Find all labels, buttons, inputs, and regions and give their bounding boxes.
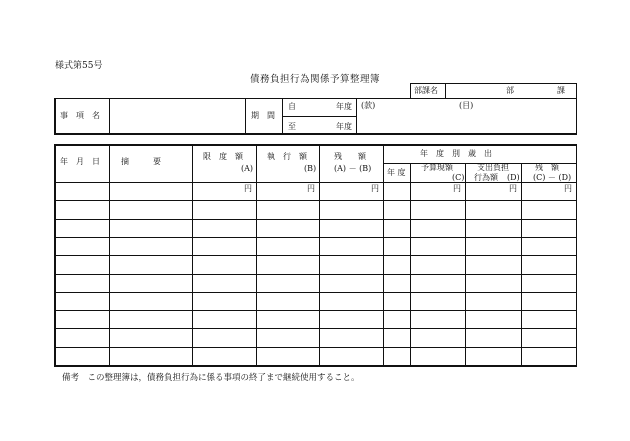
- col-budget-sub: (C): [452, 173, 465, 182]
- moku-label: (目): [459, 101, 474, 110]
- col-budget: 予算現額: [421, 163, 453, 172]
- col-exec-sub: (B): [304, 164, 317, 173]
- unit-limit: 円: [244, 184, 252, 193]
- dept-bu: 部: [506, 86, 514, 95]
- kan-label: (款): [361, 101, 376, 110]
- col-limit: 限 度 額: [203, 152, 243, 161]
- dept-label: 部課名: [414, 86, 438, 95]
- period-to-label: 至: [288, 122, 296, 131]
- ledger-row-line: [54, 255, 577, 256]
- period-from-label: 自: [288, 102, 296, 111]
- unit-rem: 円: [564, 184, 572, 193]
- ledger-row-line: [54, 328, 577, 329]
- ledger-row-line: [54, 237, 577, 238]
- ledger-row-line: [54, 347, 577, 348]
- col-spend-sub: (D): [507, 173, 520, 182]
- col-rem: 残 額: [535, 163, 559, 172]
- col-balance: 残 額: [334, 152, 366, 161]
- unit-balance: 円: [371, 184, 379, 193]
- col-date: 年 月 日: [60, 157, 100, 166]
- ledger-row-line: [54, 200, 577, 201]
- unit-spend: 円: [509, 184, 517, 193]
- footnote: 備考 この整理簿は，債務負担行為に係る事項の終了まで継続使用すること。: [62, 373, 360, 383]
- unit-exec: 円: [307, 184, 315, 193]
- col-spend-2: 行為額: [474, 173, 498, 182]
- period-label: 期 間: [251, 111, 275, 120]
- col-year: 年 度: [387, 168, 406, 177]
- ledger-row-line: [54, 292, 577, 293]
- form-number: 様式第55号: [55, 61, 103, 71]
- item-name-label: 事 項 名: [60, 111, 100, 120]
- period-to-year: 年度: [336, 122, 352, 131]
- ledger-row-line: [54, 310, 577, 311]
- form-title: 債務負担行為関係予算整理簿: [249, 74, 380, 85]
- period-from-year: 年度: [336, 102, 352, 111]
- dept-ka: 課: [557, 86, 565, 95]
- col-summary: 摘 要: [121, 157, 161, 166]
- annual-expenditure-group: 年 度 別 歳 出: [420, 149, 492, 158]
- ledger-row-line: [54, 274, 577, 275]
- col-rem-sub: (C) － (D): [533, 173, 572, 182]
- col-limit-sub: (A): [241, 164, 254, 173]
- col-exec: 執 行 額: [267, 152, 307, 161]
- unit-budget: 円: [453, 184, 461, 193]
- col-spend: 支出負担: [477, 163, 509, 172]
- col-balance-sub: (A) － (B): [334, 164, 372, 173]
- ledger-row-line: [54, 219, 577, 220]
